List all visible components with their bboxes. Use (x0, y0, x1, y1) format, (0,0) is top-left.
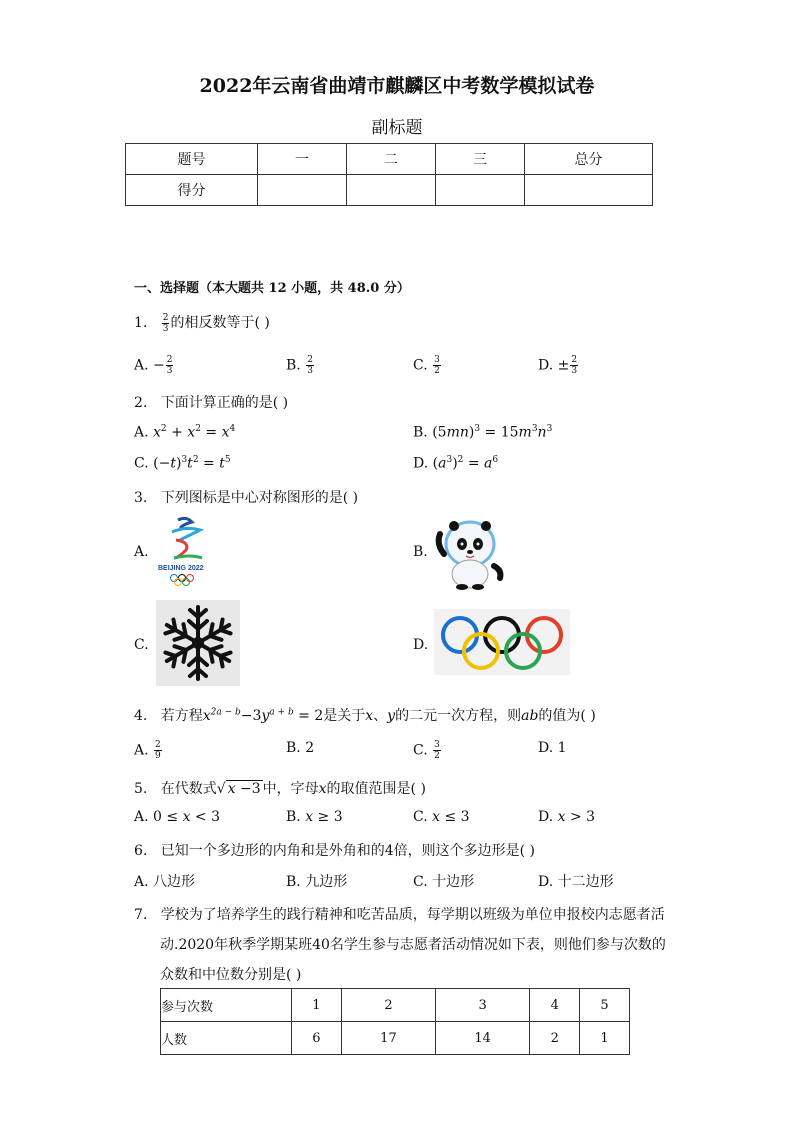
table-header-cell: 一 (258, 144, 347, 175)
table-row (161, 1022, 630, 1055)
option-a: A. $\frac{2}{9}$ (134, 740, 161, 761)
question-7-line1: 7. 学校为了培养学生的践行精神和吃苦品质，每学期以班级为单位申报校内志愿者活 (134, 907, 665, 923)
table-row (126, 175, 653, 206)
svg-text:BEIJING 2022: BEIJING 2022 (158, 565, 204, 572)
table-cell: 2 (530, 1022, 580, 1055)
score-cell (347, 175, 436, 206)
table-cell: 14 (436, 1022, 530, 1055)
question-7-line2: 动.2020年秋季学期某班40名学生参与志愿者活动情况如下表，则他们参与次数的 (160, 937, 666, 953)
table-row (161, 989, 630, 1022)
option-d: D. x > 3 (538, 809, 596, 825)
option-c-label: C. (134, 637, 149, 653)
table-header-cell: 二 (347, 144, 436, 175)
question-text: 的相反数等于( ) (170, 315, 270, 331)
option-b-label: B. (413, 544, 428, 560)
question-number: 6. (134, 843, 148, 859)
option-d-label: D. (413, 637, 429, 653)
volunteer-table (160, 988, 630, 1055)
option-c: C. $\frac{3}{2}$ (413, 740, 440, 761)
section-heading: 一、选择题（本大题共 12 小题，共 48.0 分） (134, 281, 410, 296)
question-text: 下面计算正确的是( ) (160, 395, 289, 411)
table-cell: 5 (580, 989, 630, 1022)
beijing-2022-emblem-icon (156, 514, 218, 590)
question-3 (134, 487, 358, 507)
option-a: A. 0 ≤ x < 3 (134, 809, 221, 825)
table-header-cell: 题号 (126, 144, 258, 175)
option-c: C. 十边形 (413, 874, 475, 890)
question-text: 下列图标是中心对称图形的是( ) (160, 490, 359, 506)
page-subtitle: 副标题 (371, 118, 423, 138)
option-b: B. 2 (286, 740, 315, 756)
question-number: 5. (134, 781, 148, 797)
page-title: 2022年云南省曲靖市麒麟区中考数学模拟试卷 (199, 75, 595, 97)
score-cell (258, 175, 347, 206)
score-cell (525, 175, 653, 206)
option-a: A. $x^2 + x^2 = x^4$ (134, 424, 236, 441)
question-2 (134, 392, 288, 412)
table-row (126, 144, 653, 175)
option-d: D. $(a^3)^2 = a^6$ (413, 455, 499, 472)
option-b: B. $(5mn)^3 = 15m^3n^3$ (413, 424, 553, 441)
option-a: A. − $\frac{2}{3}$ (134, 355, 173, 376)
panda-mascot-icon (434, 514, 506, 590)
table-cell: 6 (292, 1022, 342, 1055)
table-header-cell: 总分 (525, 144, 653, 175)
olympic-rings-icon (434, 609, 570, 675)
option-a: A. 八边形 (134, 874, 196, 890)
question-text: 已知一个多边形的内角和是外角和的4倍，则这个多边形是( ) (160, 843, 535, 859)
table-cell: 2 (341, 989, 435, 1022)
question-number: 2. (134, 395, 148, 411)
table-cell: 17 (341, 1022, 435, 1055)
snowflake-icon (156, 600, 240, 686)
question-number: 1. (134, 315, 148, 331)
option-c: C. $\frac{3}{2}$ (413, 355, 440, 376)
question-6 (134, 840, 535, 860)
table-row-label: 人数 (161, 1022, 292, 1055)
table-header-cell: 三 (436, 144, 525, 175)
option-b: B. x ≥ 3 (286, 809, 343, 825)
table-cell: 1 (580, 1022, 630, 1055)
option-c: C. x ≤ 3 (413, 809, 470, 825)
table-row-label: 参与次数 (161, 989, 292, 1022)
option-d: D. 1 (538, 740, 567, 756)
question-1 (134, 312, 270, 334)
table-row-label: 得分 (126, 175, 258, 206)
option-d: D. ± $\frac{2}{3}$ (538, 355, 578, 376)
option-b: B. $\frac{2}{3}$ (286, 355, 313, 376)
question-4: 4. 若方程$x^{2a - b}-3y^{a + b} = 2$是关于x、y的二元一次方程，则ab的值为( ) (134, 707, 596, 724)
option-b: B. 九边形 (286, 874, 348, 890)
fraction: $\frac{2}{3}$ (162, 312, 169, 334)
question-number: 4. (134, 708, 148, 724)
question-5: 5. 在代数式√ x −3 中，字母x的取值范围是( ) (134, 781, 426, 797)
question-number: 7. (134, 907, 148, 923)
table-cell: 3 (436, 989, 530, 1022)
option-a-label: A. (134, 544, 149, 560)
question-number: 3. (134, 490, 148, 506)
question-7-line3: 众数和中位数分别是( ) (160, 967, 302, 983)
option-c: C. $(-t)^3t^2 = t^5$ (134, 455, 231, 472)
score-table (125, 143, 653, 206)
score-cell (436, 175, 525, 206)
option-d: D. 十二边形 (538, 874, 614, 890)
table-cell: 1 (292, 989, 342, 1022)
table-cell: 4 (530, 989, 580, 1022)
